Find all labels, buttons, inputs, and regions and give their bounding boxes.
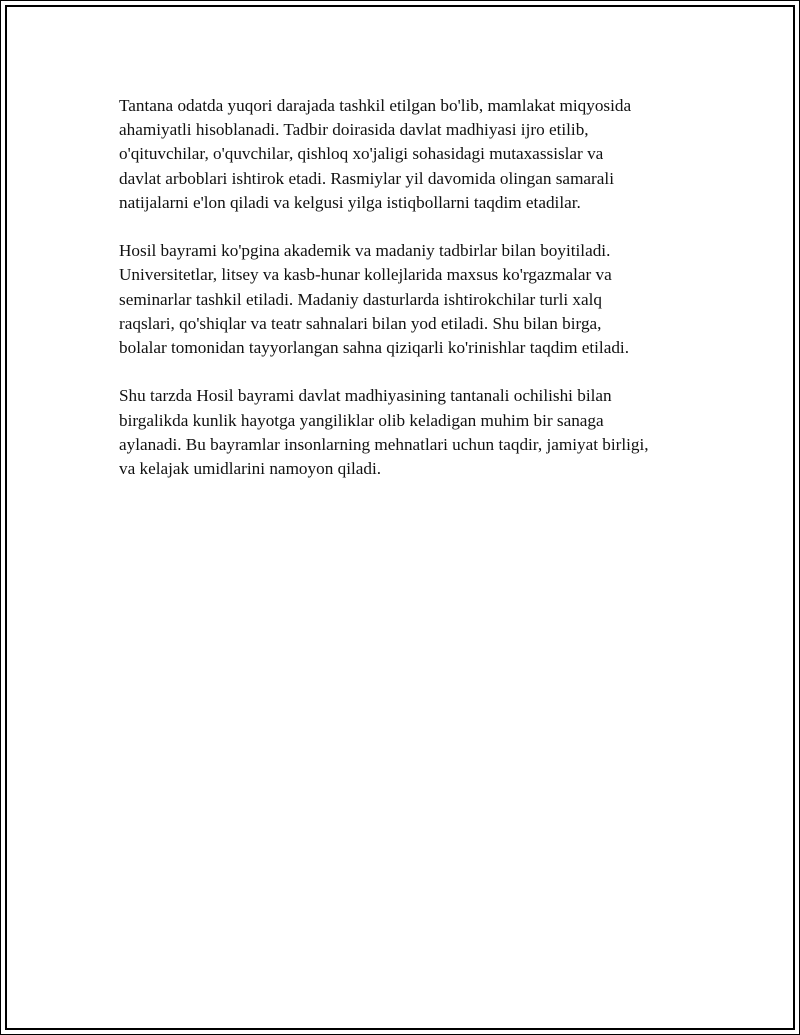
paragraph-line: davlat arboblari ishtirok etadi. Rasmiylar yil davomida olingan samarali	[119, 168, 614, 188]
paragraph-line: raqslari, qo'shiqlar va teatr sahnalari bilan yod etiladi. Shu bilan birga,	[119, 313, 602, 333]
paragraph-line: Tantana odatda yuqori darajada tashkil etilgan bo'lib, mamlakat miqyosida	[119, 96, 632, 115]
paragraph-line: Shu tarzda Hosil bayrami davlat madhiyasining tantanali ochilishi bilan	[119, 386, 612, 406]
paragraph-line: seminarlar tashkil etiladi. Madaniy dasturlarda ishtirokchilar turli xalq	[119, 289, 603, 309]
document-body	[119, 94, 719, 505]
paragraph-line: ahamiyatli hisoblanadi. Tadbir doirasida davlat madhiyasi ijro etilib,	[119, 120, 589, 140]
paragraph-line: birgalikda kunlik hayotga yangiliklar olib keladigan muhim bir sanaga	[119, 410, 604, 430]
paragraph-2	[119, 239, 719, 360]
paragraph-line: Hosil bayrami ko'pgina akademik va madaniy tadbirlar bilan boyitiladi.	[119, 241, 611, 261]
paragraph-line: o'qituvchilar, o'quvchilar, qishloq xo'jaligi sohasidagi mutaxassislar va	[119, 144, 604, 164]
paragraph-3	[119, 384, 719, 481]
paragraph-line: Universitetlar, litsey va kasb-hunar kollejlarida maxsus ko'rgazmalar va	[119, 265, 612, 285]
paragraph-line: va kelajak umidlarini namoyon qiladi.	[119, 459, 382, 479]
paragraph-line: bolalar tomonidan tayyorlangan sahna qiziqarli ko'rinishlar taqdim etiladi.	[119, 338, 629, 358]
paragraph-line: aylanadi. Bu bayramlar insonlarning mehnatlari uchun taqdir, jamiyat birligi,	[119, 434, 649, 454]
paragraph-1	[119, 94, 719, 215]
paragraph-line: natijalarni e'lon qiladi va kelgusi yilga istiqbollarni taqdim etadilar.	[119, 192, 581, 212]
